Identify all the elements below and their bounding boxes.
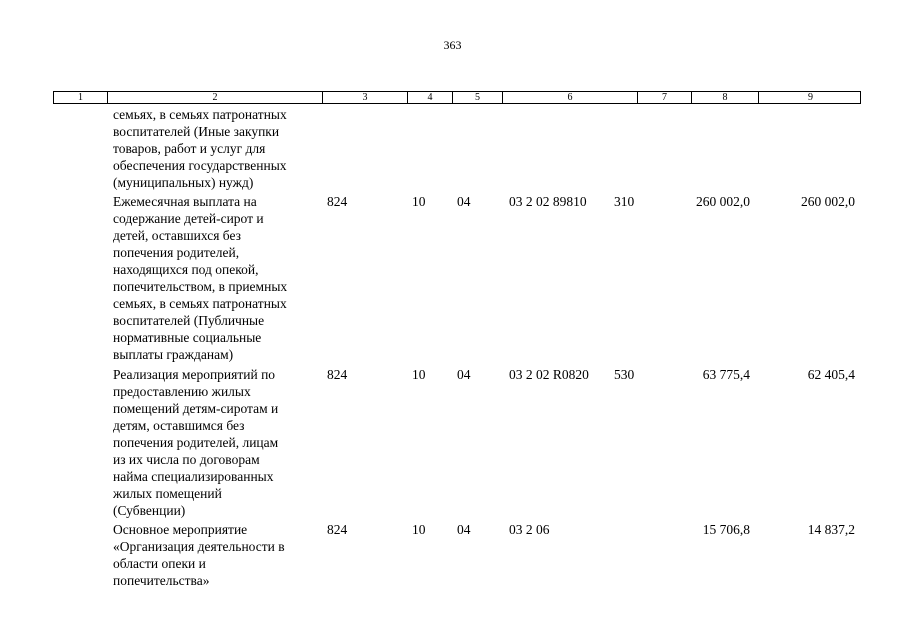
row-col-4: 10 xyxy=(412,367,426,382)
row-description: семьях, в семьях патронатных воспитателей (Иные закупки товаров, работ и услуг для обеспечения государственных (муниципальных) нужд) xyxy=(113,107,287,190)
header-col-3: 3 xyxy=(322,92,407,103)
row-col-4: 10 xyxy=(412,194,426,209)
row-col-8: 15 706,8 xyxy=(702,522,750,537)
header-col-1: 1 xyxy=(78,92,83,103)
header-col-8: 8 xyxy=(691,92,758,103)
row-col-6: 03 2 02 R0820 xyxy=(509,367,589,382)
header-col-6: 6 xyxy=(502,92,637,103)
row-col-9: 62 405,4 xyxy=(807,367,855,382)
header-col-2: 2 xyxy=(107,92,322,103)
row-col-6: 03 2 02 89810 xyxy=(509,194,587,209)
row-col-3: 824 xyxy=(327,367,348,382)
row-col-9: 260 002,0 xyxy=(801,194,855,209)
row-description: Ежемесячная выплата на содержание детей-сирот и детей, оставшихся без попечения родителей, находящихся под опекой, попечительством, в приемных семьях, в семьях патронатных воспитателей (Публичные нормативные социальные выплаты гражданам) xyxy=(113,194,288,362)
row-col-7: 310 xyxy=(614,194,635,209)
row-col-8: 63 775,4 xyxy=(702,367,750,382)
page-number: 363 xyxy=(443,38,462,52)
row-col-3: 824 xyxy=(327,194,348,209)
header-col-4: 4 xyxy=(407,92,452,103)
row-col-9: 14 837,2 xyxy=(807,522,855,537)
header-col-9: 9 xyxy=(758,92,862,103)
row-col-7: 530 xyxy=(614,367,635,382)
header-col-5: 5 xyxy=(452,92,502,103)
row-col-5: 04 xyxy=(457,367,471,382)
row-col-6: 03 2 06 xyxy=(509,522,550,537)
row-description: Основное мероприятие «Организация деятельности в области опеки и попечительства» xyxy=(113,522,285,588)
header-col-7: 7 xyxy=(637,92,691,103)
table-header xyxy=(53,91,861,104)
row-col-8: 260 002,0 xyxy=(696,194,750,209)
row-col-5: 04 xyxy=(457,194,471,209)
row-description: Реализация мероприятий по предоставлению жилых помещений детям-сиротам и детям, оставшимся без попечения родителей, лицам из их числа по договорам найма специализированных жилых помещений (Субвенции) xyxy=(113,367,279,518)
row-col-5: 04 xyxy=(457,522,471,537)
row-col-3: 824 xyxy=(327,522,348,537)
row-col-4: 10 xyxy=(412,522,426,537)
